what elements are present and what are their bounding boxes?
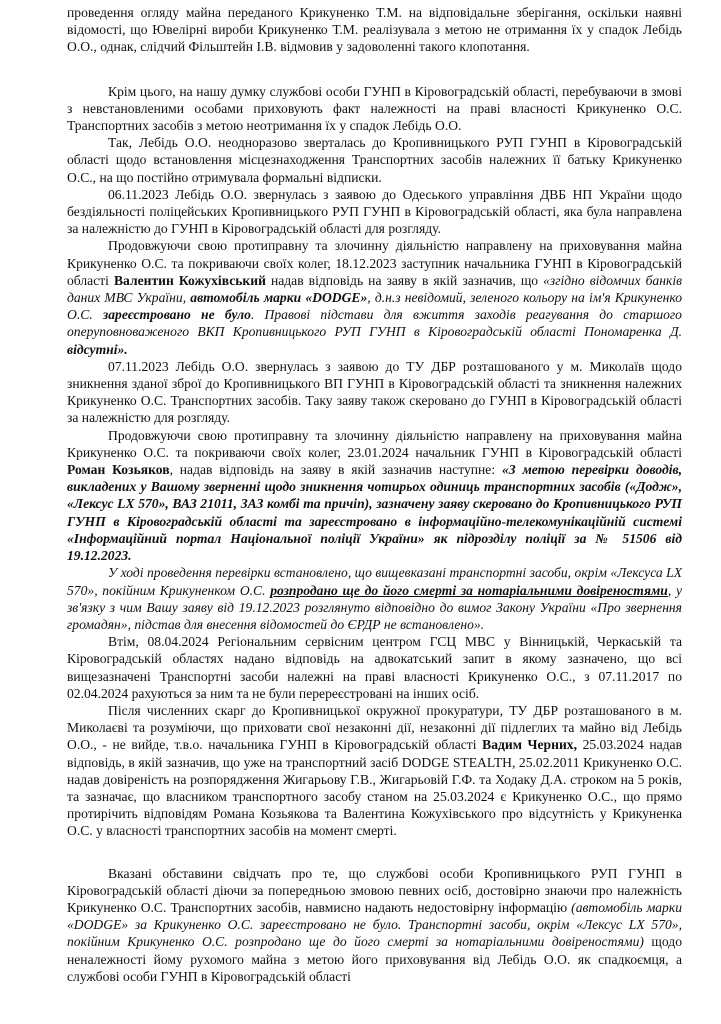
paragraph-7 <box>67 427 682 565</box>
text: Після численних скарг до Кропивницької окружної прокуратури, ТУ ДБР розташованого в м. Миколаєві та розуміючи, що приховати свої незаконні дії, незаконні дії підлеглих та майно від Лебідь О.О., - не вийде, т.в.о. начальника ГУНП в Кіровоградській області <box>67 702 682 753</box>
paragraph-2: Крім цього, на нашу думку службові особи ГУНП в Кіровоградській області, перебуваючи в змові з невстановленими особами приховують факт належності на праві власності Крикуненко О.С. Транспортних засобів з метою неотримання їх у спадок Лебідь О.О. <box>67 83 682 134</box>
text: 25.03.2024 надав відповідь, в якій зазначив, що уже на транспортний засіб DODGE STEALTH, 25.02.2011 Крикуненко О.С. надав довіреність на розпорядження Жигарьову Г.В., Жигарьовій Г.Ф. та Ходаку Д.А. строком на 5 років, та зазначає, що власником транспортного засобу станом на 25.03.2024 є Крикуненко О.С., що прямо протирічить відповідям Романа Козьякова та Валентина Кожухівського про відсутність у Крикуненка О.С. у власності транспортних засобів на момент смерті. <box>67 737 683 839</box>
text: Продовжуючи свою протиправну та злочинну діяльністю направлену на приховування майна Крикуненко О.С. та покриваючи своїх колег, 18.12.2023 заступник начальника ГУНП в Кіровоградській області <box>67 238 682 288</box>
quote-text: (автомобіль марки «DODGE» за Крикуненко О.С. зареєстровано не було. Транспортні засоби, окрім «Лексус LX 570», покійним Крикуненко О.С. розпродано ще до його смерті за нотаріальними довіреностями) <box>67 899 683 950</box>
text: Продовжуючи свою протиправну та злочинну діяльністю направлену на приховування майна Крикуненко О.С. та покриваючи своїх колег, 23.01.2024 начальник ГУНП в Кіровоградській області <box>67 427 682 460</box>
paragraph-11 <box>67 865 682 985</box>
paragraph-3: Так, Лебідь О.О. неодноразово зверталась до Кропивницького РУП ГУНП в Кіровоградській області щодо встановлення місцезнаходження Транспортних засобів належних її батьку Крикуненко О.С., на що постійно отримувала формальні відписки. <box>67 135 682 185</box>
text: Вказані обставини свідчать про те, що службові особи Кропивницького РУП ГУНП в Кіровоградській області діючи за попередньою змовою певних осіб, достовірно знаючи про належність Крикуненко О.С. Транспортних засобів, навмисно надають недостовірну інформацію <box>67 865 682 915</box>
official-name: Валентин Кожухівський <box>113 272 266 288</box>
text: надав відповідь на заяву в якій зазначив, що <box>265 272 544 288</box>
quote-text: «З метою перевірки доводів, викладених у Вашому зверненні щодо зникнення чотирьох одиниць транспортних засобів («Додж», «Лексус LX 570», ВАЗ 21011, ЗАЗ комбі та причіп), зазначену заяву скеровано до Кропивницького РУП ГУНП в Кіровоградській області та зареєстровано в інформаційно-телекомунікаційній системі «Інформаційний портал Національної поліції України» як підрозділу поліції за № 51506 від 19.12.2023. <box>67 462 682 564</box>
paragraph-5 <box>67 237 682 357</box>
paragraph-8 <box>67 564 682 633</box>
paragraph-1: проведення огляду майна переданого Крикуненко Т.М. на відповідальне зберігання, оскільки наявні відомості, що Ювелірні вироби Крикуненко Т.М. реалізувала з метою не отримання їх у спадок Лебідь О.О., однак, слідчий Фільштейн І.В. відмовив у задоволенні такого клопотання. <box>67 5 682 55</box>
document-page <box>67 4 682 985</box>
quote-text: . Правові підстави для вжиття заходів реагування до старшого оперуповноваженого ВКП Кропивницького РУП ГУНП в Кіровоградській області Пономаренка Д. <box>67 307 682 340</box>
paragraph-10 <box>67 702 682 840</box>
quote-emphasis: автомобіль марки «DODGE» <box>190 290 368 306</box>
paragraph-gap <box>67 840 682 865</box>
quote-text: , д.н.з невідомий, зеленого кольору на ім'я Крикуненко О.С. <box>67 290 682 323</box>
quote-emphasis: розпродано ще до його смерті за нотаріальними довіреностями <box>270 582 668 598</box>
official-name: Вадим Черних, <box>482 737 577 753</box>
paragraph-6: 07.11.2023 Лебідь О.О. звернулась з заявою до ТУ ДБР розташованого у м. Миколаїв щодо зникнення зданої зброї до Кропивницького ВП ГУНП в Кіровоградській області та зникнення належних Крикуненко О.С. Транспортних засобів. Таку заяву також скеровано до ГУНП в Кіровоградській області за належністю для розгляду. <box>67 358 682 426</box>
official-name: Роман Козьяков <box>67 462 170 478</box>
quote-text: «згідно відомчих банків даних МВС України, <box>67 272 682 306</box>
text: , надав відповідь на заяву в якій зазначив наступне: <box>169 462 502 478</box>
quote-text: У ході проведення перевірки встановлено, що вищевказані транспортні засоби, окрім «Лексуса LX 570», покійним Крикуненком О.С. <box>67 565 682 598</box>
paragraph-9: Втім, 08.04.2024 Регіональним сервісним центром ГСЦ МВС у Вінницькій, Черкаській та Кіровоградській областях надано відповідь на адвокатський запит в якому зазначено, що всі вищезазначені Транспортні засоби належні на праві власності Крикуненко О.С., з 07.11.2017 по 02.04.2024 рахуються за ним та не були перереєстровані на інших осіб. <box>67 634 682 701</box>
text: щодо неналежності йому рухомого майна з метою його приховування від Лебідь О.О. як спадкоємця, а службові особи ГУНП в Кіровоградській області <box>67 934 682 984</box>
quote-emphasis: відсутні». <box>67 341 128 357</box>
quote-emphasis: зареєстровано не було <box>102 307 251 323</box>
quote-text: , у зв'язку з чим Вашу заяву від 19.12.2023 розглянуто відповідно до вимог Закону України «Про звернення громадян», підстав для внесення відомостей до ЄРДР не встановлено». <box>67 582 682 632</box>
paragraph-4: 06.11.2023 Лебідь О.О. звернулась з заявою до Одеського управління ДВБ НП України щодо бездіяльності поліцейських Кропивницького РУП ГУНП в Кіровоградській області, яка була направлена за належністю до ГУНП в Кіровоградській області для розгляду. <box>67 186 682 237</box>
paragraph-gap <box>67 56 682 83</box>
